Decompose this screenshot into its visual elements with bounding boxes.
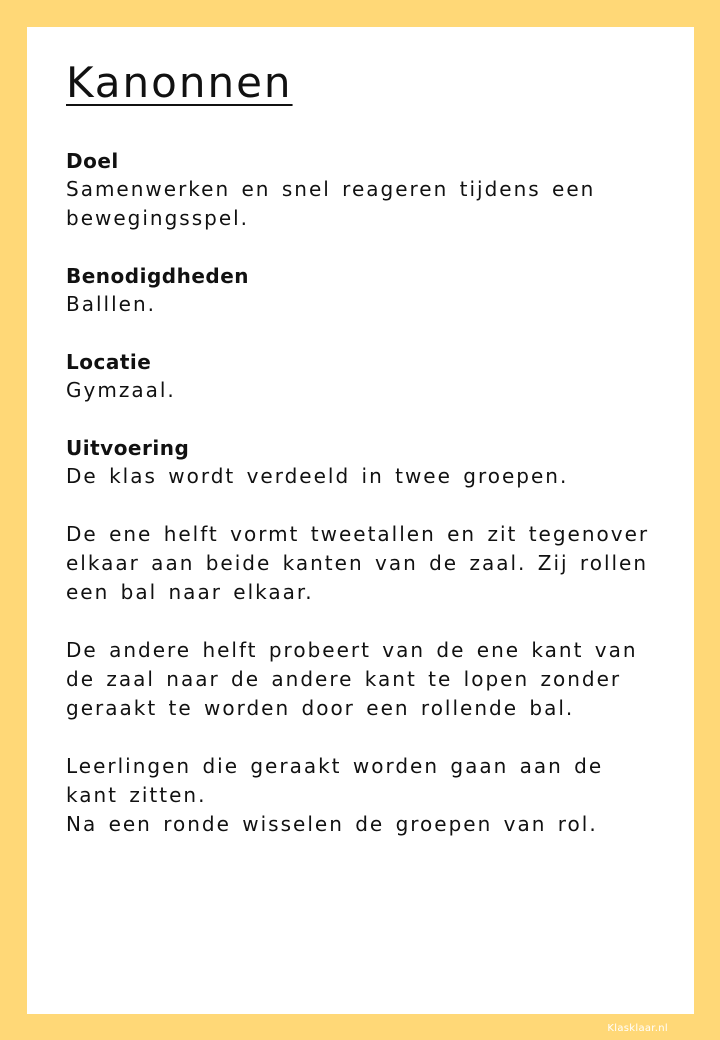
uitvoering-paragraph-2: De ene helft vormt tweetallen en zit tegenover elkaar aan beide kanten van de zaal. Zij rollen een bal naar elkaar. [66,522,650,605]
page-title: Kanonnen [66,58,293,107]
section-heading-uitvoering: Uitvoering [66,436,190,461]
section-heading-benodigdheden: Benodigdheden [66,264,250,289]
uitvoering-paragraph-3: De andere helft probeert van de ene kant van de zaal naar de andere kant te lopen zonder geraakt te worden door een rollende bal. [66,638,638,721]
section-text-doel: Samenwerken en snel reageren tijdens een bewegingsspel. [66,177,596,231]
section-uitvoering [66,434,666,839]
document-card [27,27,694,1014]
footer-credit: Klasklaar.nl [607,1023,668,1034]
section-benodigdheden [66,262,666,319]
section-text-locatie: Gymzaal. [66,378,176,403]
section-text-benodigdheden: Balllen. [66,292,156,317]
uitvoering-paragraph-1: De klas wordt verdeeld in twee groepen. [66,464,569,489]
document-content [66,59,666,868]
section-heading-doel: Doel [66,149,119,174]
section-doel [66,147,666,233]
section-locatie [66,348,666,405]
uitvoering-paragraph-5: Na een ronde wisselen de groepen van rol. [66,812,598,837]
uitvoering-paragraph-4: Leerlingen die geraakt worden gaan aan de kant zitten. [66,754,604,808]
section-heading-locatie: Locatie [66,350,152,375]
